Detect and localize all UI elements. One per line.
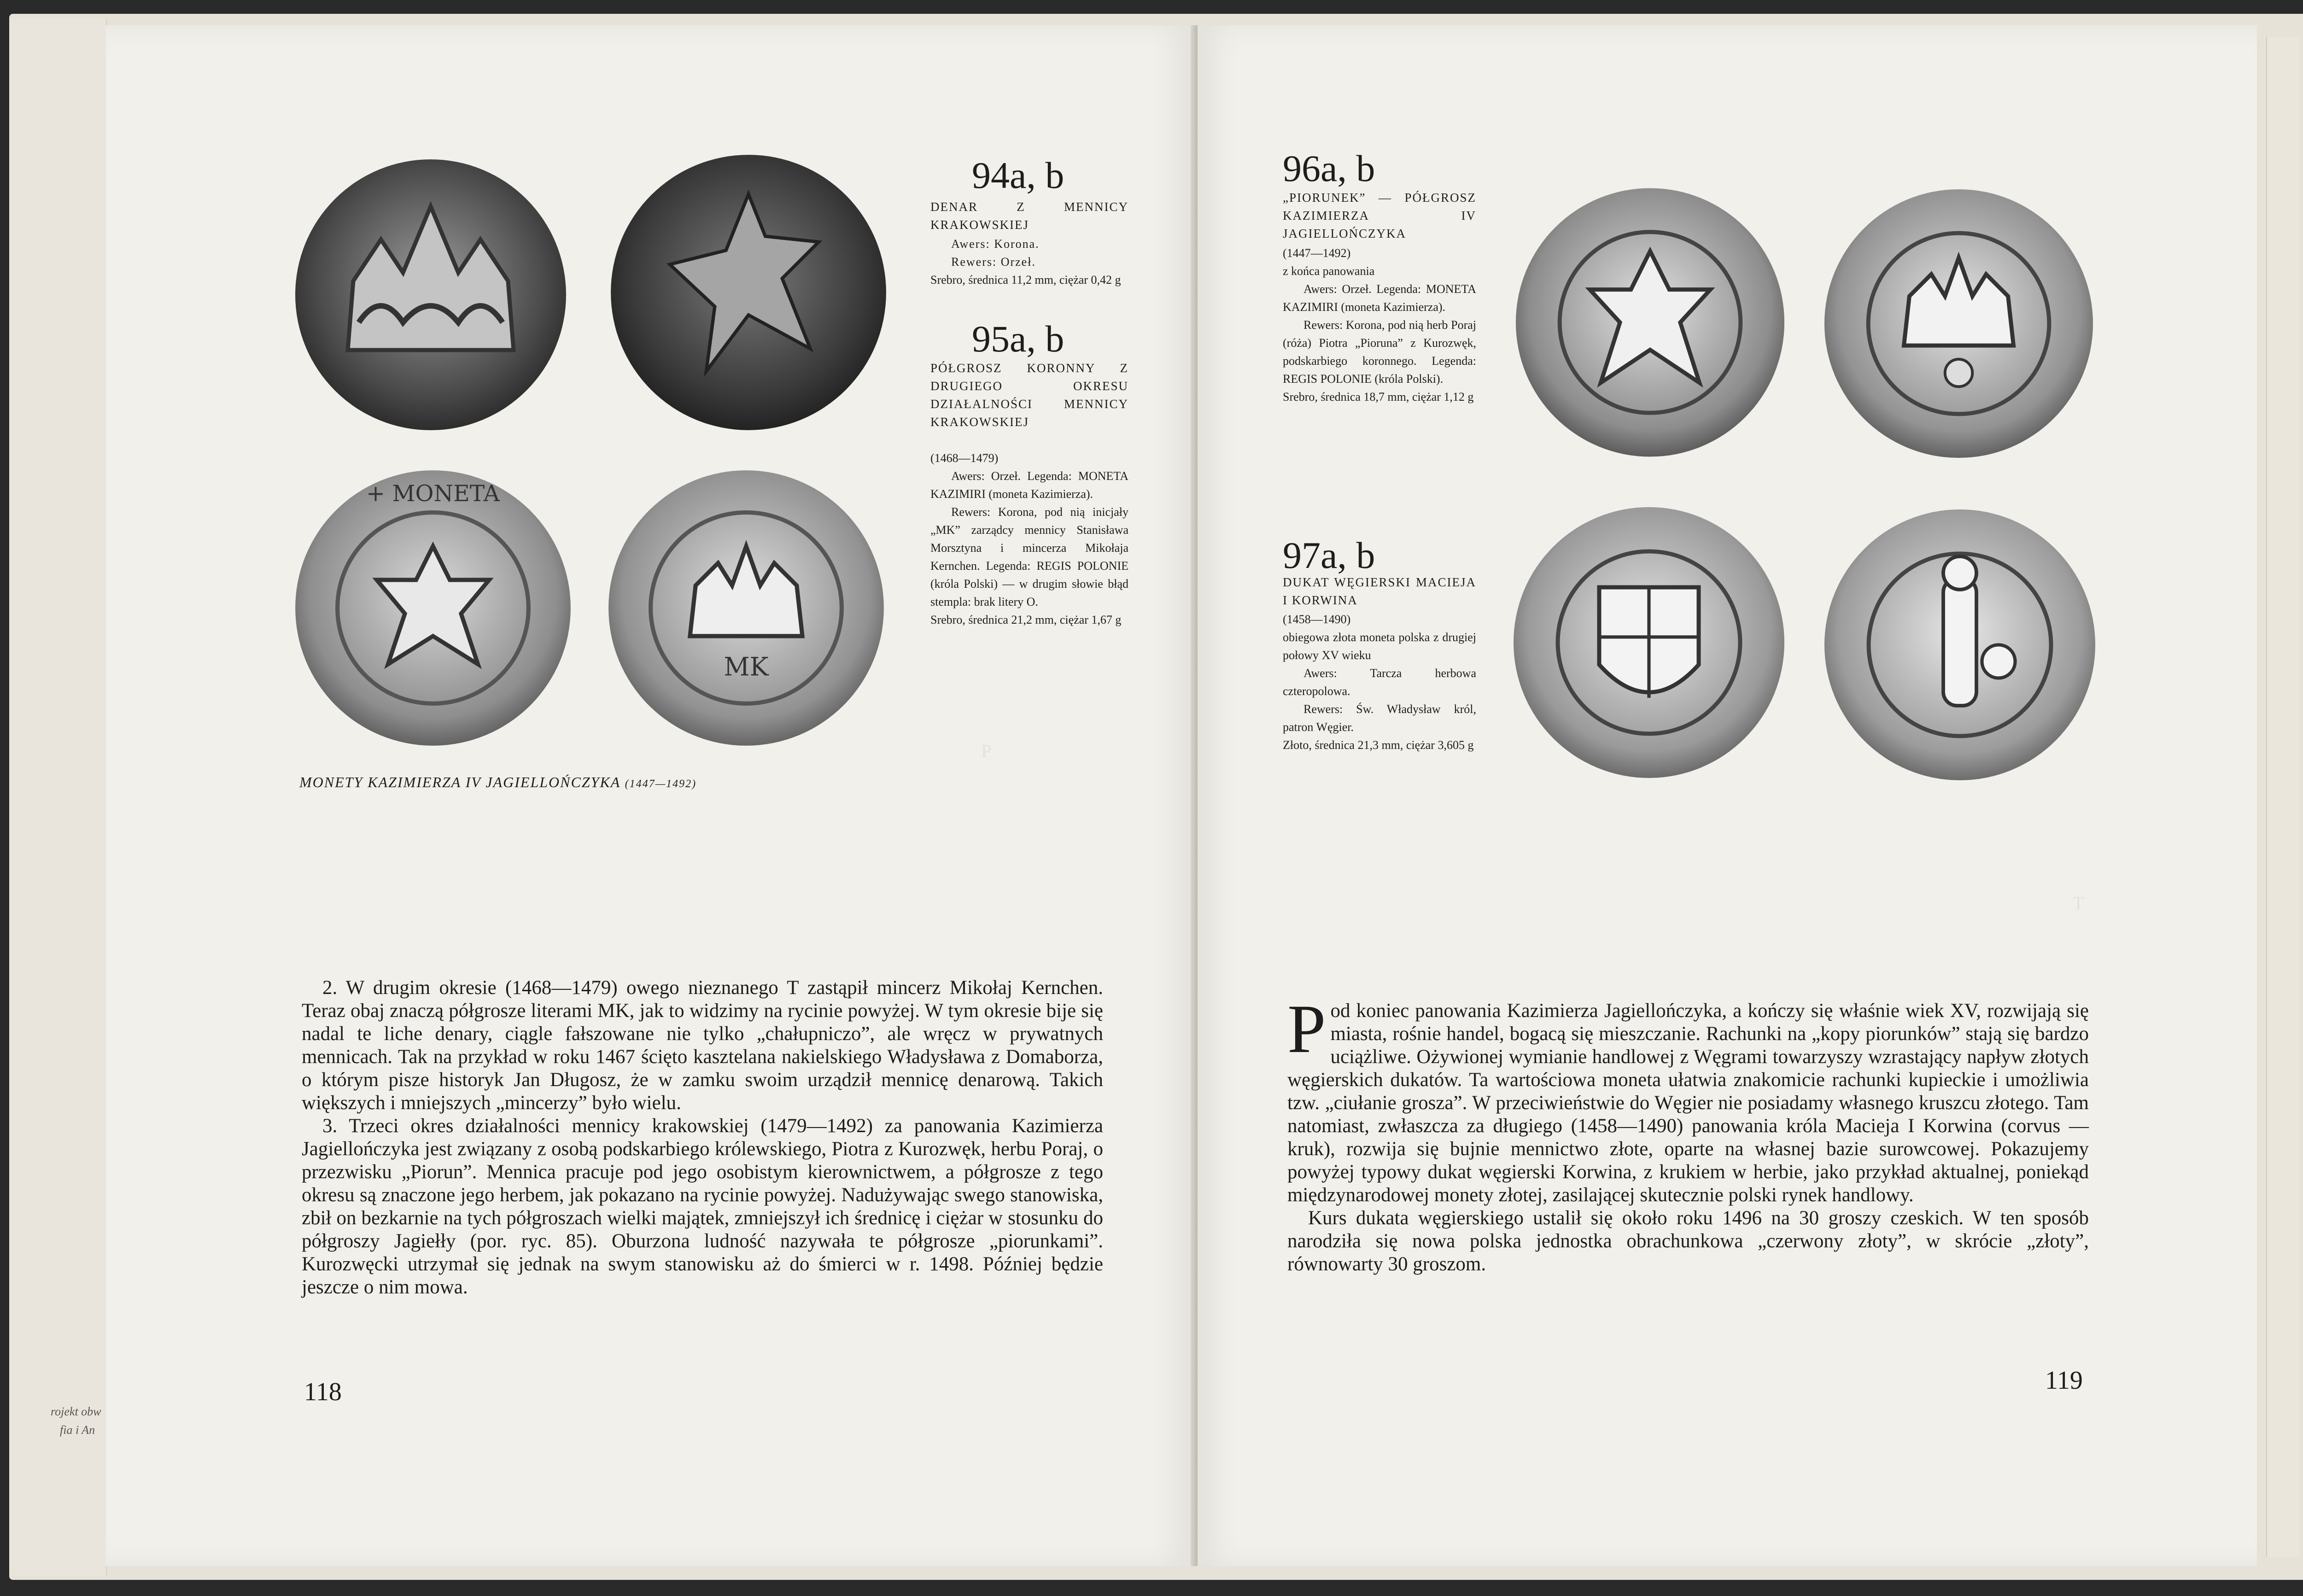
page-number-118: 118 [304,1378,342,1406]
entry-96-years: (1447—1492) [1283,246,1351,260]
entry-95-line-3: Srebro, średnica 21,2 mm, ciężar 1,67 g [930,613,1122,626]
coin-94a-image [292,152,569,438]
entry-97-line-2: Awers: Tarcza herbowa czteropolowa. [1283,666,1476,698]
strip-text-1: rojekt obw [51,1405,101,1418]
coin-94b-image [606,152,891,433]
entry-96-line-3: Rewers: Korona, pod nią herb Poraj (róża) Piotra „Pioruna” z Kurozwęk, podskarbiego koronnego. Legenda: REGIS POLONIE (króla Polski). [1283,318,1476,386]
right-body-text [1287,991,2089,1276]
entry-97-line-1: obiegowa złota moneta polska z drugiej połowy XV wieku [1283,631,1476,662]
left-body-text [302,976,1103,1299]
entry-94-line-3: Srebro, średnica 11,2 mm, ciężar 0,42 g [930,273,1121,286]
entry-94-desc [930,235,1128,289]
coin-97b-image [1822,504,2098,785]
paragraph-2: 2. W drugim okresie (1468—1479) owego nieznanego T zastąpił mincerz Mikołaj Kernchen. Teraz obaj znaczą półgrosze literami MK, jak to widzimy na rycinie powyżej. W tym okresie bije się nadal te liche denary, ciągle fałszowane nie tylko „chałupniczo”, ale wręcz w prywatnych mennicach. Tak na przykład w roku 1467 ścięto kasztelana nakielskiego Władysława z Domaborza, o którym pisze historyk Jan Długosz, że w zamku swoim urządził mennicę denarową. Takich większych i mniejszych „mincerzy” było wielu. [302,977,1103,1114]
entry-95-number: 95a, b [972,318,1064,360]
entry-95-line-1: Awers: Orzeł. Legenda: MONETA KAZIMIRI (moneta Kazimierza). [930,469,1128,501]
entry-96-desc [1283,244,1476,406]
paragraph-ducat-rate: Kurs dukata węgierskiego ustalił się około roku 1496 na 30 groszy czeskich. W ten sposób narodziła się nowa polska jednostka obrachunkowa „czerwony złoty”, w skrócie „złoty”, równowarty 30 groszom. [1287,1207,2089,1275]
entry-97-number: 97a, b [1283,534,1375,576]
entry-95-title: PÓŁGROSZ KORONNY Z DRUGIEGO OKRESU DZIAŁALNOŚCI MENNICY KRAKOWSKIEJ [930,361,1128,429]
entry-97-line-4: Złoto, średnica 21,3 mm, ciężar 3,605 g [1283,738,1474,752]
page-number-119: 119 [2045,1366,2083,1395]
entry-94-line-1: Awers: Korona. [951,237,1040,251]
show-through-text: P [981,741,992,761]
entry-97-line-3: Rewers: Św. Władysław król, patron Węgier. [1283,702,1476,734]
entry-97-title: DUKAT WĘGIERSKI MACIEJA I KORWINA [1283,575,1476,607]
coin-plate-caption-text: MONETY KAZIMIERZA IV JAGIELLOŃCZYKA [299,774,620,790]
entry-96-title: „PIORUNEK” — PÓŁGROSZ KAZIMIERZA IV JAGIELLOŃCZYKA [1283,191,1476,240]
coin-plate-caption-years: (1447—1492) [625,778,697,790]
coin-96b-image [1822,184,2096,463]
entry-96-line-4: Srebro, średnica 18,7 mm, ciężar 1,12 g [1283,390,1474,403]
coin-plate-caption [299,774,696,791]
svg-text:MK: MK [724,652,769,682]
strip-text-2: fia i An [60,1423,95,1437]
paragraph-intro-text: od koniec panowania Kazimierza Jagiellończyka, a kończy się właśnie wiek XV, rozwijają się miasta, rośnie handel, bogacą się mieszczanie. Rachunki na „kopy piorunków” stają się bardzo uciążliwe. Ożywionej wymianie handlowej z Węgrami towarzyszy wzrastający napływ złotych węgierskich dukatów. Ta wartościowa moneta ułatwia znakomicie rachunki kupieckie i umożliwia tzw. „ciułanie grosza”. W przeciwieństwie do Węgier nie posiadamy własnego kruszcu złotego. Tam natomiast, zwłaszcza za długiego (1458—1490) panowania króla Macieja I Korwina (corvus — kruk), rozwija się bujnie mennictwo złote, oparte na własnej bazie surowcowej. Pokazujemy powyżej typowy dukat węgierski Korwina, z krukiem w herbie, jako przykład aktualnej, poniekąd międzynarodowej monety złotej, zasilającej skutecznie polski rynek handlowy. [1287,1000,2089,1206]
coin-95b-image [606,468,887,748]
entry-95-desc [930,449,1128,629]
show-through-letter: T [2073,893,2084,913]
entry-95-years: (1468—1479) [930,451,999,465]
entry-96-line-1: z końca panowania [1283,264,1375,278]
coin-97a-image [1511,500,1787,785]
paragraph-intro [1287,991,2089,1207]
paragraph-3: 3. Trzeci okres działalności mennicy krakowskiej (1479—1492) za panowania Kazimierza Jagiellończyka jest związany z osobą podskarbiego królewskiego, Piotra z Kurozwęk, herbu Poraj, o przezwisku „Piorun”. Mennica pracuje pod jego osobistym kierownictwem, a półgrosze z tego okresu są znaczone jego herbem, jak pokazano na rycinie powyżej. Nadużywając swego stanowiska, zbił on bezkarnie na tych półgroszach wielki majątek, zmniejszył ich średnicę i ciężar w stosunku do półgroszy Jagiełły (por. ryc. 85). Oburzona ludność nazywała te półgrosze „piorunkami”. Kurozwęcki utrzymał się jednak na swym stanowisku aż do śmierci w r. 1498. Później będzie jeszcze o nim mowa. [302,1115,1103,1298]
entry-94-number: 94a, b [972,154,1064,196]
svg-text:+ MONETA: + MONETA [366,480,500,507]
entry-97-desc [1283,610,1476,754]
next-pages-edge [2266,37,2299,1557]
previous-page-edge [9,18,107,1575]
coin-95a-image [292,468,573,748]
left-page [106,25,1193,1566]
entry-94-title: DENAR Z MENNICY KRAKOWSKIEJ [930,200,1128,232]
entry-95-line-2: Rewers: Korona, pod nią inicjały „MK” zarządcy mennicy Stanisława Morsztyna i mincerza Mikołaja Kernchen. Legenda: REGIS POLONIE (króla Polski) — w drugim słowie błąd stempla: brak litery O. [930,505,1128,608]
entry-97-years: (1458—1490) [1283,613,1351,626]
entry-96-number: 96a, b [1283,147,1375,189]
coin-96a-image [1513,180,1787,465]
entry-96-line-2: Awers: Orzeł. Legenda: MONETA KAZIMIRI (moneta Kazimierza). [1283,282,1476,314]
drop-cap: P [1287,991,1326,1067]
entry-94-line-2: Rewers: Orzeł. [951,255,1036,269]
right-page [1198,25,2257,1566]
